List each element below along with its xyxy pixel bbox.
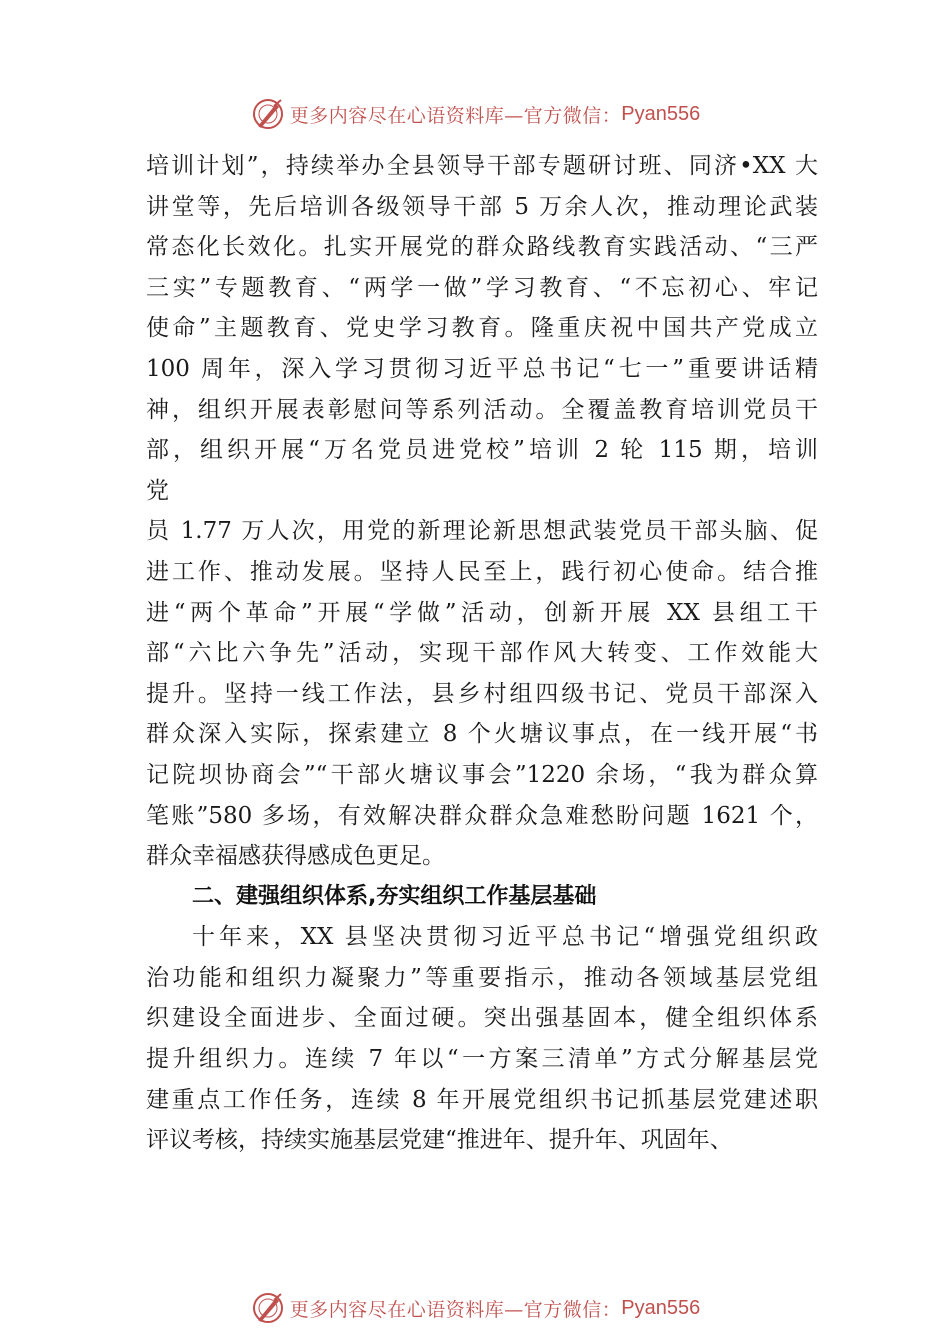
wechat-id: Pyan556 — [621, 102, 701, 125]
text-line: 党 — [146, 477, 169, 504]
watermark-text: 更多内容尽在心语资料库—官方微信： — [289, 1298, 622, 1321]
document-body — [146, 146, 818, 1161]
text-line: 员 1.77 万人次，用党的新理论新思想武装党员干部头脑、促 — [146, 518, 818, 545]
text-line: 进工作、推动发展。坚持人民至上，践行初心使命。结合推 — [146, 558, 818, 585]
text-line: 进“两个革命”开展“学做”活动，创新开展 XX 县组工干 — [146, 599, 818, 626]
text-line: 部，组织开展“万名党员进党校”培训 2 轮 115 期，培训 — [146, 437, 818, 464]
text-line: 织建设全面进步、全面过硬。突出强基固本，健全组织体系 — [146, 1005, 818, 1032]
text-line: 群众深入实际，探索建立 8 个火塘议事点，在一线开展“书 — [146, 721, 818, 748]
text-line: 三实”专题教育、“两学一做”学习教育、“不忘初心、牢记 — [146, 274, 818, 301]
wechat-id: Pyan556 — [621, 1296, 701, 1319]
text-line: 常态化长效化。扎实开展党的群众路线教育实践活动、“三严 — [146, 234, 818, 261]
text-line: 使命”主题教育、党史学习教育。隆重庆祝中国共产党成立 — [146, 315, 818, 342]
text-line: 100 周年，深入学习贯彻习近平总书记“七一”重要讲话精 — [146, 355, 818, 382]
text-line: 群众幸福感获得感成色更足。 — [146, 843, 445, 870]
text-line: 建重点工作任务，连续 8 年开展党组织书记抓基层党建述职 — [146, 1086, 818, 1113]
text-line: 培训计划”，持续举办全县领导干部专题研讨班、同济•XX 大 — [146, 153, 818, 179]
quill-seal-icon — [250, 96, 286, 132]
footer-watermark-banner — [0, 1288, 950, 1328]
text-line: 记院坝协商会”“干部火塘议事会”1220 余场，“我为群众算 — [146, 761, 818, 788]
text-line: 评议考核，持续实施基层党建“推进年、提升年、巩固年、 — [146, 1127, 733, 1154]
text-line: 十年来，XX 县坚决贯彻习近平总书记“增强党组织政 — [192, 924, 818, 951]
watermark-text: 更多内容尽在心语资料库—官方微信： — [289, 104, 622, 127]
header-watermark-banner — [0, 94, 950, 134]
quill-seal-icon — [250, 1290, 286, 1326]
text-line: 提升组织力。连续 7 年以“一方案三清单”方式分解基层党 — [146, 1046, 818, 1073]
text-line: 提升。坚持一线工作法，县乡村组四级书记、党员干部深入 — [146, 680, 818, 707]
text-line: 神，组织开展表彰慰问等系列活动。全覆盖教育培训党员干 — [146, 396, 818, 423]
text-line: 部“六比六争先”活动，实现干部作风大转变、工作效能大 — [146, 640, 818, 667]
text-line: 治功能和组织力凝聚力”等重要指示，推动各领域基层党组 — [146, 964, 818, 991]
text-line: 笔账”580 多场，有效解决群众群众急难愁盼问题 1621 个， — [146, 802, 818, 829]
section-heading: 二、建强组织体系,夯实组织工作基层基础 — [192, 883, 597, 909]
text-line: 讲堂等，先后培训各级领导干部 5 万余人次，推动理论武装 — [146, 193, 818, 220]
